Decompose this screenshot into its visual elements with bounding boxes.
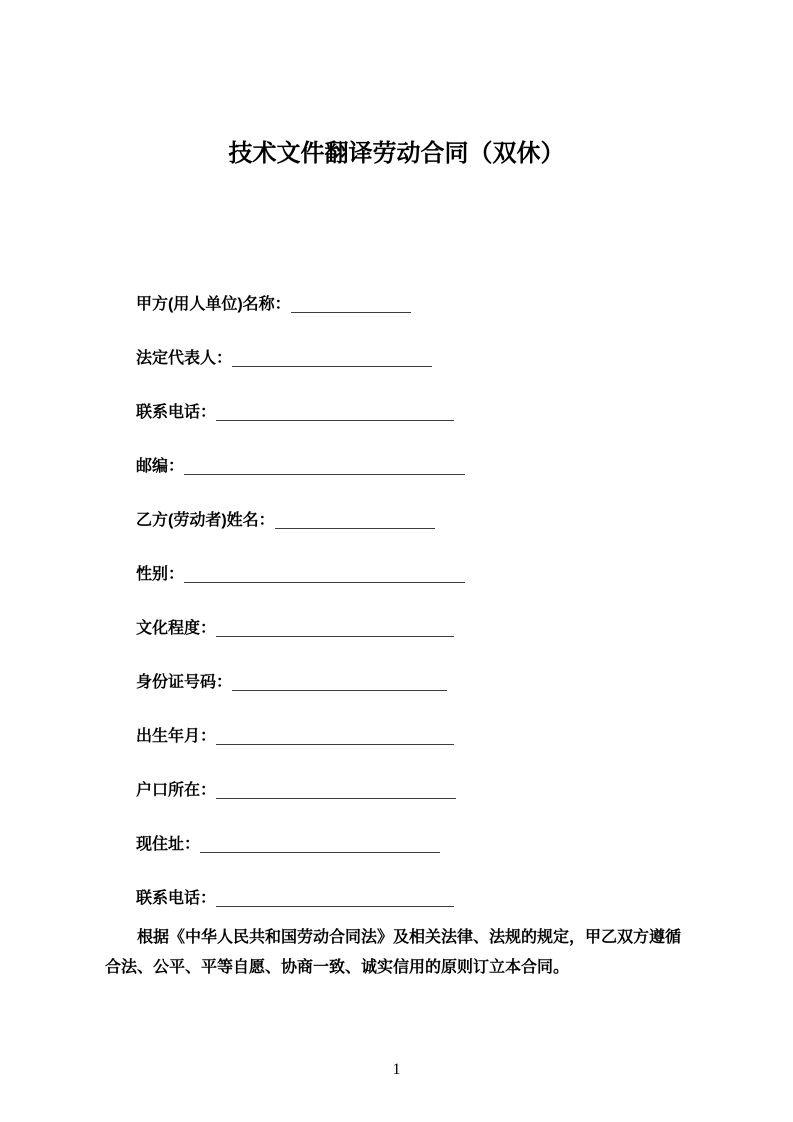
field-blank-line [216, 405, 454, 421]
field-label: 现住址： [136, 836, 201, 853]
field-label: 甲方(用人单位)名称： [136, 296, 291, 313]
field-row [105, 348, 688, 370]
field-row [105, 510, 688, 532]
document-body [105, 294, 688, 983]
page-number: 1 [392, 1061, 401, 1078]
document-title: 技术文件翻译劳动合同（双休） [228, 140, 565, 167]
field-row [105, 402, 688, 424]
field-blank-line [184, 459, 465, 475]
field-blank-line [216, 621, 454, 637]
field-row [105, 294, 688, 316]
field-blank-line [275, 513, 435, 529]
field-row [105, 834, 688, 856]
field-label: 邮编： [136, 458, 185, 475]
field-label: 乙方(劳动者)姓名： [136, 512, 275, 529]
field-row [105, 672, 688, 694]
field-label: 身份证号码： [136, 674, 233, 691]
field-blank-line [216, 783, 456, 799]
field-blank-line [184, 567, 465, 583]
contract-header-fields [105, 294, 688, 910]
field-row [105, 456, 688, 478]
field-label: 联系电话： [136, 890, 217, 907]
field-label: 户口所在： [136, 782, 217, 799]
field-blank-line [232, 675, 447, 691]
field-label: 文化程度： [136, 620, 217, 637]
field-blank-line [200, 837, 440, 853]
field-label: 法定代表人： [136, 350, 233, 367]
field-row [105, 564, 688, 586]
field-label: 性别： [136, 566, 185, 583]
intro-paragraph: 根据《中华人民共和国劳动合同法》及相关法律、法规的规定，甲乙双方遵循合法、公平、平等自愿、协商一致、诚实信用的原则订立本合同。 [105, 929, 682, 976]
field-blank-line [216, 891, 454, 907]
field-blank-line [216, 729, 454, 745]
field-row [105, 888, 688, 910]
field-row [105, 780, 688, 802]
field-blank-line [232, 351, 432, 367]
field-label: 出生年月： [136, 728, 217, 745]
field-blank-line [291, 297, 411, 313]
field-row [105, 726, 688, 748]
field-row [105, 618, 688, 640]
field-label: 联系电话： [136, 404, 217, 421]
